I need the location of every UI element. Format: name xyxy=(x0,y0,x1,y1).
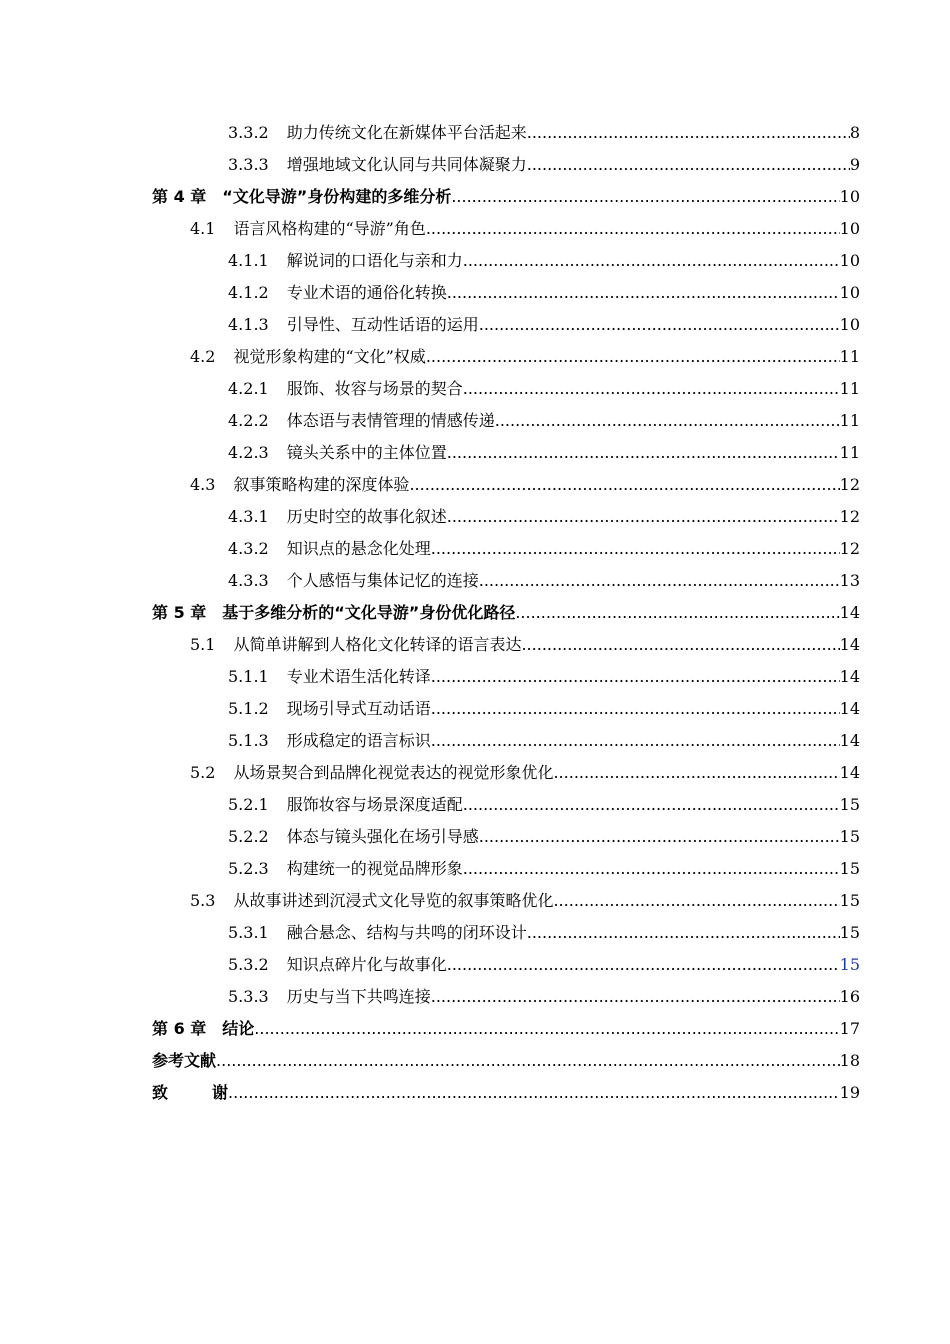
toc-leader-dots xyxy=(553,885,839,917)
toc-leader-dots xyxy=(479,309,840,341)
toc-leader-dots xyxy=(431,661,840,693)
toc-entry-title: 现场引导式互动话语 xyxy=(286,699,431,718)
toc-entry-page-number: 14 xyxy=(839,699,860,718)
toc-entry-page-number: 10 xyxy=(839,315,860,334)
toc-leader-dots xyxy=(495,405,840,437)
toc-entry-number: 5.2.1 xyxy=(228,795,269,814)
toc-entry-page-number: 15 xyxy=(839,827,860,846)
toc-leader-dots xyxy=(479,565,840,597)
toc-entry-number: 3.3.2 xyxy=(228,123,269,142)
toc-leader-dots xyxy=(479,821,840,853)
toc-entry-title: 结论 xyxy=(222,1019,255,1038)
toc-entry-title: 助力传统文化在新媒体平台活起来 xyxy=(286,123,527,142)
toc-entry-number: 4.3.1 xyxy=(228,507,269,526)
toc-entry[interactable] xyxy=(152,885,860,917)
toc-leader-dots xyxy=(431,725,840,757)
toc-entry-page-number: 11 xyxy=(839,379,860,398)
toc-leader-dots xyxy=(426,213,840,245)
toc-leader-dots xyxy=(228,1077,840,1109)
toc-entry-page-number: 10 xyxy=(839,187,860,206)
toc-entry[interactable] xyxy=(152,181,860,213)
toc-entry[interactable] xyxy=(152,1045,860,1077)
toc-entry-title: 历史时空的故事化叙述 xyxy=(286,507,447,526)
toc-entry-number: 5.2 xyxy=(190,763,216,782)
toc-entry[interactable] xyxy=(152,277,860,309)
toc-entry-title: 服饰、妆容与场景的契合 xyxy=(286,379,463,398)
toc-entry-page-number: 14 xyxy=(839,763,860,782)
toc-entry-title: 构建统一的视觉品牌形象 xyxy=(286,859,463,878)
toc-leader-dots xyxy=(447,501,840,533)
toc-entry[interactable] xyxy=(152,405,860,437)
toc-entry[interactable] xyxy=(152,1077,860,1109)
toc-entry[interactable] xyxy=(152,917,860,949)
toc-entry-number: 4.1 xyxy=(190,219,216,238)
toc-leader-dots xyxy=(216,1045,840,1077)
toc-entry-number: 4.3.3 xyxy=(228,571,269,590)
toc-leader-dots xyxy=(409,469,839,501)
toc-entry-title: 历史与当下共鸣连接 xyxy=(286,987,431,1006)
toc-entry-page-number: 14 xyxy=(839,603,860,622)
toc-leader-dots xyxy=(463,245,840,277)
toc-leader-dots xyxy=(431,981,840,1013)
toc-entry-number: 致 xyxy=(152,1083,169,1102)
toc-entry-page-number: 11 xyxy=(839,443,860,462)
toc-leader-dots xyxy=(447,437,840,469)
toc-entry-title: 基于多维分析的“文化导游”身份优化路径 xyxy=(222,603,516,622)
toc-entry[interactable] xyxy=(152,469,860,501)
toc-entry-title: 谢 xyxy=(212,1083,229,1102)
toc-entry-title: 专业术语的通俗化转换 xyxy=(286,283,447,302)
toc-leader-dots xyxy=(431,693,840,725)
toc-entry-title: 从简单讲解到人格化文化转译的语言表达 xyxy=(233,635,522,654)
toc-entry-number: 5.1.1 xyxy=(228,667,269,686)
toc-leader-dots xyxy=(254,1013,839,1045)
toc-entry-title: 参考文献 xyxy=(152,1051,217,1070)
toc-entry-page-number: 15 xyxy=(839,891,860,910)
toc-entry[interactable] xyxy=(152,661,860,693)
toc-entry-number: 4.3 xyxy=(190,475,216,494)
toc-leader-dots xyxy=(527,117,850,149)
toc-entry-number: 4.2 xyxy=(190,347,216,366)
toc-entry-number: 4.1.1 xyxy=(228,251,269,270)
toc-entry-page-number: 11 xyxy=(839,411,860,430)
toc-entry-page-number: 10 xyxy=(839,283,860,302)
toc-entry-title: 融合悬念、结构与共鸣的闭环设计 xyxy=(286,923,527,942)
toc-entry-page-number: 14 xyxy=(839,731,860,750)
toc-entry-page-number: 15 xyxy=(839,955,860,974)
toc-entry-number: 5.3.1 xyxy=(228,923,269,942)
toc-entry-page-number: 15 xyxy=(839,795,860,814)
toc-entry-page-number: 15 xyxy=(839,859,860,878)
toc-entry[interactable] xyxy=(152,853,860,885)
toc-entry-page-number: 14 xyxy=(839,635,860,654)
toc-entry-page-number: 13 xyxy=(839,571,860,590)
toc-entry[interactable] xyxy=(152,341,860,373)
toc-leader-dots xyxy=(431,533,840,565)
toc-entry-page-number: 8 xyxy=(849,123,860,142)
toc-entry-title: 形成稳定的语言标识 xyxy=(286,731,431,750)
toc-entry-title: “文化导游”身份构建的多维分析 xyxy=(222,187,452,206)
toc-entry-number: 4.1.3 xyxy=(228,315,269,334)
toc-leader-dots xyxy=(451,181,839,213)
toc-entry-page-number: 11 xyxy=(839,347,860,366)
toc-entry-title: 知识点的悬念化处理 xyxy=(286,539,431,558)
toc-entry-title: 体态语与表情管理的情感传递 xyxy=(286,411,495,430)
toc-entry-title: 镜头关系中的主体位置 xyxy=(286,443,447,462)
toc-entry-number: 第 4 章 xyxy=(152,187,207,206)
toc-entry-number: 第 5 章 xyxy=(152,603,207,622)
toc-entry-page-number: 12 xyxy=(839,475,860,494)
toc-entry[interactable] xyxy=(152,949,860,981)
toc-entry[interactable] xyxy=(152,373,860,405)
toc-entry-title: 个人感悟与集体记忆的连接 xyxy=(286,571,479,590)
toc-entry-title: 体态与镜头强化在场引导感 xyxy=(286,827,479,846)
toc-entry-title: 从故事讲述到沉浸式文化导览的叙事策略优化 xyxy=(233,891,554,910)
toc-entry-page-number: 18 xyxy=(839,1051,860,1070)
toc-entry-title: 引导性、互动性话语的运用 xyxy=(286,315,479,334)
toc-entry[interactable] xyxy=(152,789,860,821)
toc-entry-number: 3.3.3 xyxy=(228,155,269,174)
toc-entry-title: 增强地域文化认同与共同体凝聚力 xyxy=(286,155,527,174)
toc-leader-dots xyxy=(463,373,840,405)
toc-leader-dots xyxy=(463,853,840,885)
toc-entry-title: 视觉形象构建的“文化”权威 xyxy=(233,347,426,366)
toc-leader-dots xyxy=(527,917,840,949)
toc-leader-dots xyxy=(447,949,840,981)
toc-entry[interactable] xyxy=(152,1013,860,1045)
toc-entry-title: 解说词的口语化与亲和力 xyxy=(286,251,463,270)
toc-entry-number: 5.2.2 xyxy=(228,827,269,846)
toc-entry-number: 4.1.2 xyxy=(228,283,269,302)
toc-entry-number: 5.1.3 xyxy=(228,731,269,750)
toc-entry-title: 叙事策略构建的深度体验 xyxy=(233,475,410,494)
toc-entry-number: 5.3.3 xyxy=(228,987,269,1006)
toc-leader-dots xyxy=(426,341,840,373)
toc-entry[interactable] xyxy=(152,821,860,853)
toc-entry[interactable] xyxy=(152,981,860,1013)
toc-entry[interactable] xyxy=(152,597,860,629)
toc-leader-dots xyxy=(515,597,839,629)
toc-entry-number: 第 6 章 xyxy=(152,1019,207,1038)
toc-entry[interactable] xyxy=(152,149,860,181)
toc-entry[interactable] xyxy=(152,245,860,277)
toc-entry-title: 服饰妆容与场景深度适配 xyxy=(286,795,463,814)
toc-entry-number: 5.1 xyxy=(190,635,216,654)
toc-entry-number: 4.2.3 xyxy=(228,443,269,462)
toc-entry-page-number: 16 xyxy=(839,987,860,1006)
toc-entry[interactable] xyxy=(152,693,860,725)
toc-entry-page-number: 12 xyxy=(839,507,860,526)
toc-leader-dots xyxy=(521,629,839,661)
toc-entry-number: 4.2.1 xyxy=(228,379,269,398)
toc-leader-dots xyxy=(447,277,840,309)
toc-entry-page-number: 19 xyxy=(839,1083,860,1102)
toc-entry-number: 5.3.2 xyxy=(228,955,269,974)
toc-entry[interactable] xyxy=(152,501,860,533)
toc-entry[interactable] xyxy=(152,757,860,789)
toc-entry-page-number: 12 xyxy=(839,539,860,558)
toc-entry-page-number: 14 xyxy=(839,667,860,686)
toc-entry-title: 语言风格构建的“导游”角色 xyxy=(233,219,426,238)
toc-entry[interactable] xyxy=(152,725,860,757)
toc-entry-number: 5.2.3 xyxy=(228,859,269,878)
toc-entry[interactable] xyxy=(152,533,860,565)
toc-entry-page-number: 9 xyxy=(849,155,860,174)
toc-entry[interactable] xyxy=(152,629,860,661)
toc-entry[interactable] xyxy=(152,213,860,245)
toc-leader-dots xyxy=(463,789,840,821)
toc-entry-page-number: 17 xyxy=(839,1019,860,1038)
toc-leader-dots xyxy=(553,757,839,789)
toc-entry[interactable] xyxy=(152,117,860,149)
toc-entry[interactable] xyxy=(152,309,860,341)
toc-leader-dots xyxy=(527,149,850,181)
toc-entry-number: 4.2.2 xyxy=(228,411,269,430)
toc-entry-page-number: 10 xyxy=(839,219,860,238)
toc-entry-title: 知识点碎片化与故事化 xyxy=(286,955,447,974)
toc-entry-title: 从场景契合到品牌化视觉表达的视觉形象优化 xyxy=(233,763,554,782)
toc-entry[interactable] xyxy=(152,565,860,597)
toc-entry-title: 专业术语生活化转译 xyxy=(286,667,431,686)
toc-entry-page-number: 15 xyxy=(839,923,860,942)
toc-entry-number: 5.1.2 xyxy=(228,699,269,718)
toc-entry-number: 4.3.2 xyxy=(228,539,269,558)
toc-entry-page-number: 10 xyxy=(839,251,860,270)
toc-entry[interactable] xyxy=(152,437,860,469)
table-of-contents xyxy=(152,117,860,1109)
toc-entry-number: 5.3 xyxy=(190,891,216,910)
